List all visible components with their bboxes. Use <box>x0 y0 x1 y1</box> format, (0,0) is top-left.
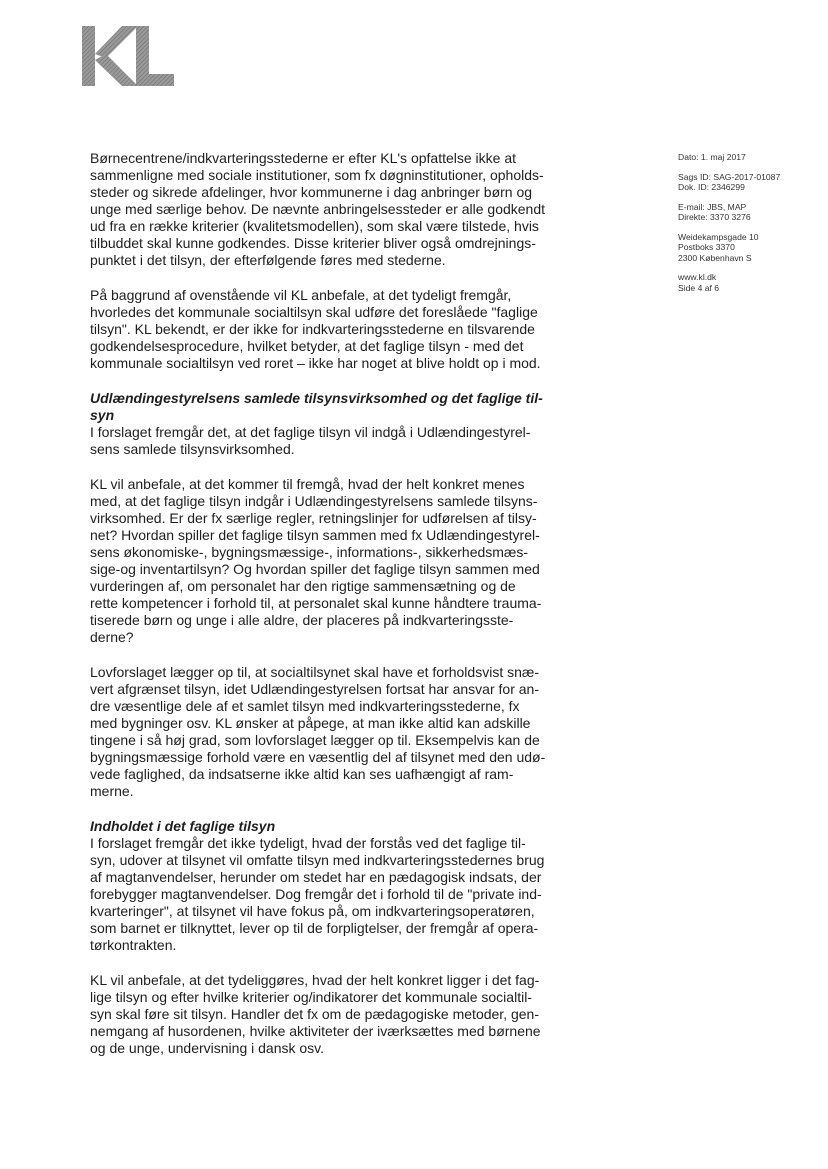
paragraph <box>90 835 564 954</box>
letter-body <box>90 150 564 1057</box>
text-line: I forslaget fremgår det ikke tydeligt, hvad der forstås ved det faglige til- <box>90 835 526 851</box>
text-line: lige tilsyn og efter hvilke kriterier og/indikatorer det kommunale socialtil- <box>90 989 532 1005</box>
text-line: af magtanvendelser, herunder om stedet har en pædagogisk indsats, der <box>90 869 542 885</box>
text-line: hvorledes det kommunale socialtilsyn skal udføre det foreslåede "faglige <box>90 304 538 320</box>
text-line: tilbuddet skal kunne godkendes. Disse kriterier bliver også omdrejnings- <box>90 235 536 251</box>
text-line: tørkontrakten. <box>90 937 177 953</box>
text-line: med, at det faglige tilsyn indgår i Udlændingestyrelsens samlede tilsyns- <box>90 493 538 509</box>
address-street: Weidekampsgade 10 <box>678 231 759 242</box>
text-line: KL vil anbefale, at det tydeliggøres, hvad der helt konkret ligger i det fag- <box>90 972 540 988</box>
text-line: bygningsmæssige forhold være en væsentlig del af tilsynet med den udø- <box>90 749 546 765</box>
text-line: forebygger magtanvendelser. Dog fremgår det i forhold til de "private ind- <box>90 886 542 902</box>
text-line: kvarteringer", at tilsynet vil have fokus på, om indkvarteringsoperatøren, <box>90 903 535 919</box>
text-line: På baggrund af ovenstående vil KL anbefale, at det tydeligt fremgår, <box>90 287 512 303</box>
text-line: derne? <box>90 629 134 645</box>
text-line: godkendelsesprocedure, hvilket betyder, at det faglige tilsyn - med det <box>90 338 524 354</box>
letter-sidebar <box>678 152 818 293</box>
date-label: Dato: 1. maj 2017 <box>678 152 746 162</box>
paragraph <box>90 972 564 1057</box>
text-line: nemgang af husordenen, hvilke aktiviteter der iværksættes med børnene <box>90 1023 541 1039</box>
text-line: sammenligne med sociale institutioner, som fx døgninstitutioner, opholds- <box>90 167 544 183</box>
text-line: rette kompetencer i forhold til, at personalet skal kunne håndtere trauma- <box>90 595 542 611</box>
paragraph <box>90 476 564 646</box>
heading-line: syn <box>90 407 115 423</box>
text-line: punktet i det tilsyn, der efterfølgende føres med stederne. <box>90 252 446 268</box>
text-line: som barnet er tilknyttet, lever op til de forpligtelser, der fremgår af opera- <box>90 920 539 936</box>
text-line: net? Hvordan spiller det faglige tilsyn sammen med fx Udlændingestyrel- <box>90 527 540 543</box>
text-line: sens samlede tilsynsvirksomhed. <box>90 441 295 457</box>
direct-phone: Direkte: 3370 3276 <box>678 212 751 222</box>
case-id: Sags ID: SAG-2017-01087 <box>678 171 781 182</box>
text-line: med bygninger osv. KL ønsker at påpege, at man ikke altid kan adskille <box>90 715 531 731</box>
paragraph <box>90 287 564 372</box>
text-line: sens økonomiske-, bygningsmæssige-, informations-, sikkerhedsmæs- <box>90 544 529 560</box>
paragraph <box>90 664 564 800</box>
text-line: dre væsentlige dele af et samlet tilsyn med indkvarteringsstederne, fx <box>90 698 520 714</box>
text-line: vert afgrænset tilsyn, idet Udlændingestyrelsen fortsat har ansvar for an- <box>90 681 539 697</box>
heading-line: Udlændingestyrelsens samlede tilsynsvirksomhed og det faglige til- <box>90 390 543 406</box>
text-line: Børnecentrene/indkvarteringsstederne er efter KL's opfattelse ikke at <box>90 150 517 166</box>
text-line: tingene i så høj grad, som lovforslaget lægger op til. Eksempelvis kan de <box>90 732 540 748</box>
text-line: steder og sikrede afdelinger, hvor kommunerne i dag anbringer børn og <box>90 184 533 200</box>
section-heading <box>90 390 564 424</box>
paragraph <box>90 150 564 269</box>
address-postbox: Postboks 3370 <box>678 242 735 252</box>
text-line: vurderingen af, om personalet har den rigtige sammensætning og de <box>90 578 516 594</box>
text-line: KL vil anbefale, at det kommer til fremgå, hvad der helt konkret menes <box>90 476 525 492</box>
text-line: sige-og inventartilsyn? Og hvordan spiller det faglige tilsyn sammen med <box>90 561 540 577</box>
text-line: virksomhed. Er der fx særlige regler, retningslinjer for udførelsen af tilsy- <box>90 510 537 526</box>
document-id: Dok. ID: 2346299 <box>678 182 745 192</box>
text-line: og de unge, undervisning i dansk osv. <box>90 1040 325 1056</box>
text-line: unge med særlige behov. De nævnte anbringelsessteder er alle godkendt <box>90 201 546 217</box>
text-line: tilsyn". KL bekendt, er der ikke for indkvarteringsstederne en tilsvarende <box>90 321 535 337</box>
text-line: I forslaget fremgår det, at det faglige tilsyn vil indgå i Udlændingestyrel- <box>90 424 531 440</box>
address-city: 2300 København S <box>678 252 752 263</box>
text-line: vede faglighed, da indsatserne ikke altid kan ses uafhængigt af ram- <box>90 766 514 782</box>
paragraph <box>90 424 564 458</box>
text-line: syn, udover at tilsynet vil omfatte tilsyn med indkvarteringsstedernes brug <box>90 852 545 868</box>
text-line: ud fra en række kriterier (kvalitetsmodellen), som skal være tilstede, hvis <box>90 218 539 234</box>
kl-logo <box>82 24 174 88</box>
text-line: merne. <box>90 783 134 799</box>
text-line: syn skal føre sit tilsyn. Handler det fx om de pædagogiske metoder, gen- <box>90 1006 539 1022</box>
page-number: Side 4 af 6 <box>678 282 720 293</box>
email-info: E-mail: JBS, MAP <box>678 201 747 212</box>
website: www.kl.dk <box>678 272 717 282</box>
text-line: kommunale socialtilsyn ved roret – ikke har noget at blive holdt op i mod. <box>90 355 541 371</box>
heading-line: Indholdet i det faglige tilsyn <box>90 818 276 834</box>
section-heading <box>90 818 564 835</box>
text-line: tiserede børn og unge i alle aldre, der placeres på indkvarteringsste- <box>90 612 514 628</box>
text-line: Lovforslaget lægger op til, at socialtilsynet skal have et forholdsvist snæ- <box>90 664 539 680</box>
